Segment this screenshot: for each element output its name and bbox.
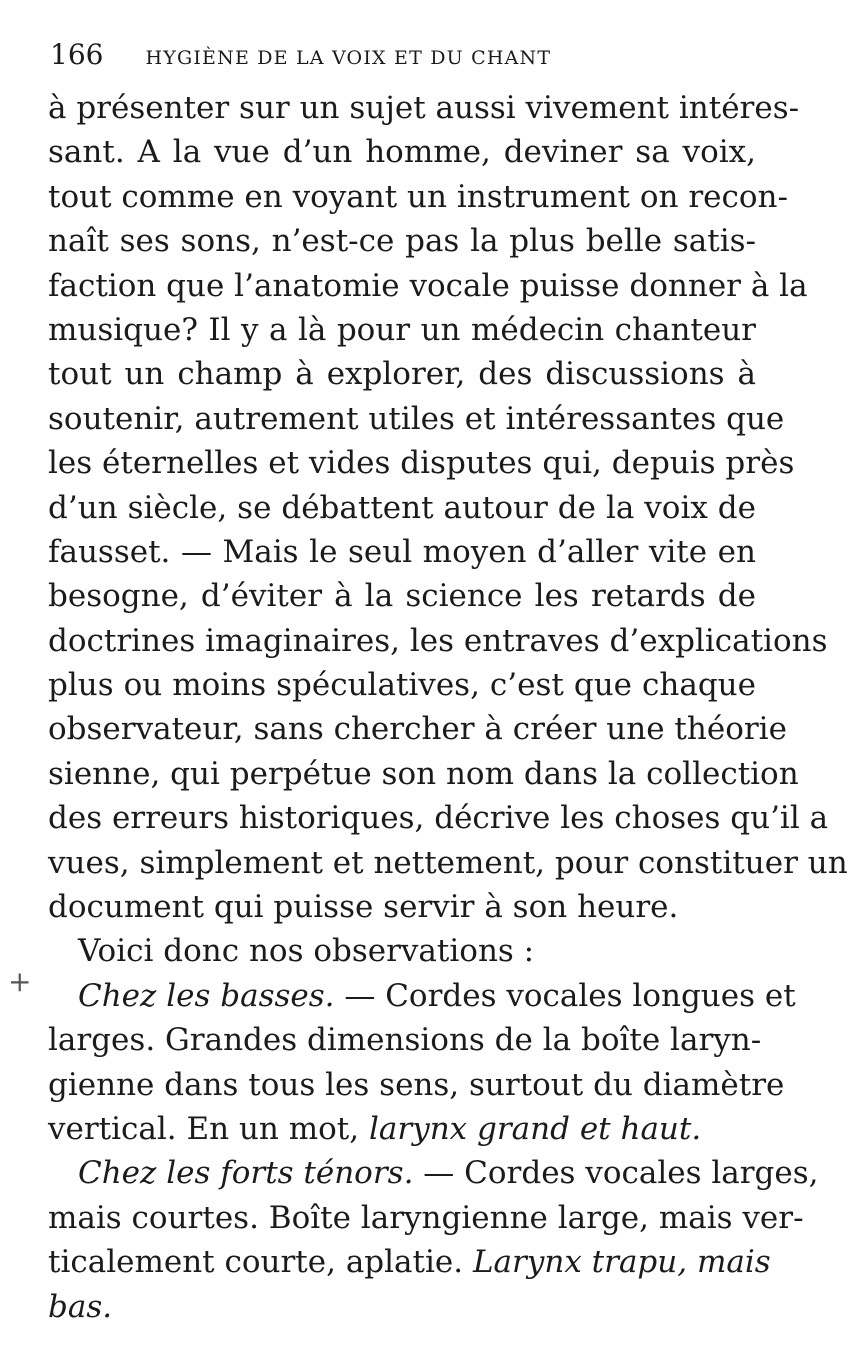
basses-line-4 xyxy=(48,1107,756,1151)
running-title: HYGIÈNE DE LA VOIX ET DU CHANT xyxy=(145,47,552,69)
tenors-conclusion: Larynx trapu, mais xyxy=(472,1244,771,1281)
tenors-conclusion-end: bas. xyxy=(48,1288,113,1325)
text-line: naît ses sons, n’est-ce pas la plus belle satis- xyxy=(48,223,756,260)
text-line: gienne dans tous les sens, surtout du diamètre xyxy=(48,1066,785,1103)
text-line: fausset. — Mais le seul moyen d’aller vite en xyxy=(48,533,756,570)
text-line: musique? Il y a là pour un médecin chanteur xyxy=(48,311,756,348)
text-line: doctrines imaginaires, les entraves d’explications xyxy=(48,622,828,659)
text-line: document qui puisse servir à son heure. xyxy=(48,889,679,926)
text-line: d’un siècle, se débattent autour de la voix de xyxy=(48,489,756,526)
text-line: tout un champ à explorer, des discussions à xyxy=(48,356,756,393)
basses-text: — Cordes vocales longues et xyxy=(334,977,796,1014)
basses-heading: Chez les basses. xyxy=(78,977,335,1014)
text-line: observateur, sans chercher à créer une théorie xyxy=(48,711,787,748)
page-number: 166 xyxy=(50,38,104,71)
text-line: à présenter sur un sujet aussi vivement intéres- xyxy=(48,90,800,126)
text-line: sant. A la vue d’un homme, deviner sa voix, xyxy=(48,134,756,171)
text-line: sienne, qui perpétue son nom dans la collection xyxy=(48,755,799,792)
text-line: mais courtes. Boîte laryngienne large, mais ver- xyxy=(48,1199,804,1236)
text-line: besogne, d’éviter à la science les retards de xyxy=(48,578,756,615)
text-line: vues, simplement et nettement, pour constituer un xyxy=(48,844,848,881)
tenors-text: ticalement courte, aplatie. xyxy=(48,1244,473,1281)
text-line: soutenir, autrement utiles et intéressantes que xyxy=(48,400,785,437)
body-text xyxy=(48,86,848,1329)
basses-line-1 xyxy=(48,974,796,1018)
text-line: des erreurs historiques, décrive les choses qu’il a xyxy=(48,800,829,837)
text-line: plus ou moins spéculatives, c’est que chaque xyxy=(48,667,756,704)
tenors-text: — Cordes vocales larges, xyxy=(413,1155,819,1192)
text-line: tout comme en voyant un instrument on recon- xyxy=(48,178,788,215)
text-line: larges. Grandes dimensions de la boîte laryn- xyxy=(48,1022,762,1059)
text-line: faction que l’anatomie vocale puisse donner à la xyxy=(48,267,808,304)
text-line: les éternelles et vides disputes qui, depuis près xyxy=(48,445,795,482)
tenors-heading: Chez les forts ténors. xyxy=(78,1155,414,1192)
tenors-line-3 xyxy=(48,1240,771,1284)
margin-pencil-mark: + xyxy=(8,965,32,998)
basses-text: vertical. En un mot, xyxy=(48,1110,369,1147)
tenors-line-4 xyxy=(48,1285,756,1329)
text-line: Voici donc nos observations : xyxy=(78,933,535,970)
basses-conclusion: larynx grand et haut. xyxy=(368,1110,702,1147)
tenors-line-1 xyxy=(48,1151,819,1195)
page-header xyxy=(50,38,750,72)
